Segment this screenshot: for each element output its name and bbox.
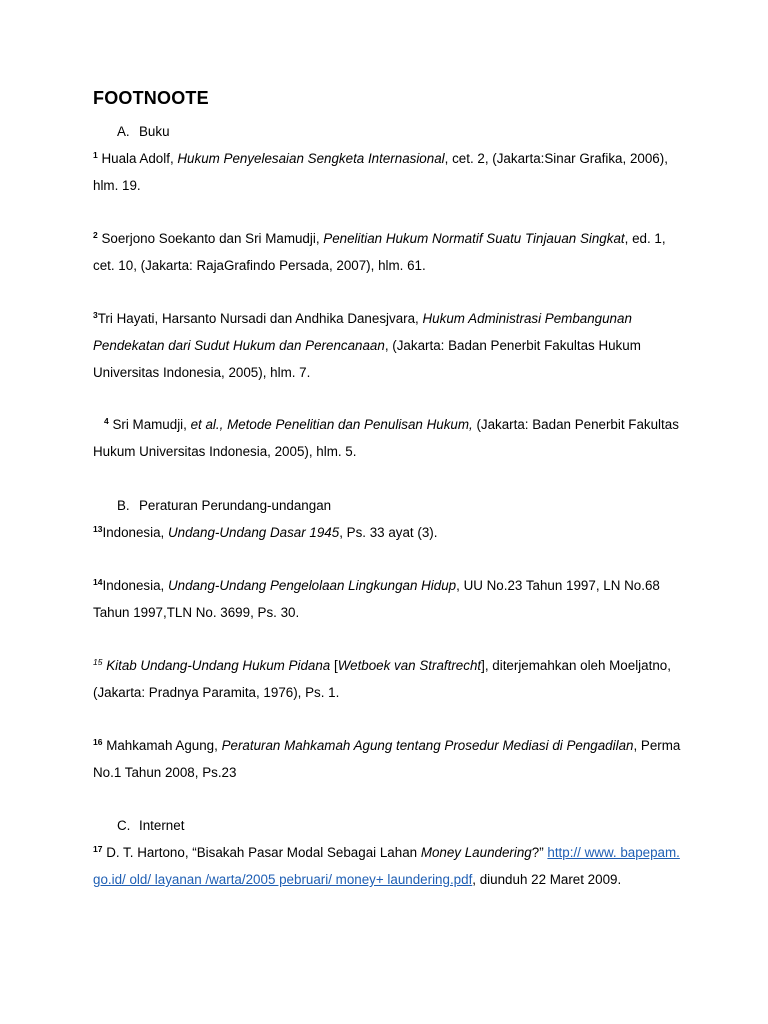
footnote-text: , cet. 2, (Jakarta:Sinar Grafika, 2006), hlm. 19.: [93, 151, 668, 193]
footnote-16: [93, 732, 683, 786]
footnote-number: 13: [93, 524, 103, 534]
footnote-text: Mahkamah Agung,: [102, 738, 222, 753]
footnote-text: D. T. Hartono, “Bisakah Pasar Modal Sebagai Lahan: [102, 845, 421, 860]
footnote-title: Undang-Undang Dasar 1945: [167, 525, 340, 540]
footnote-number: 3: [93, 310, 98, 320]
footnote-title: Wetboek van Straftrecht: [337, 658, 482, 673]
footnote-text: ], diterjemahkan oleh Moeljatno, (Jakarta: Pradnya Paramita, 1976), Ps. 1.: [93, 658, 671, 700]
footnote-text: , ed. 1, cet. 10, (Jakarta: RajaGrafindo Persada, 2007), hlm. 61.: [93, 231, 666, 273]
footnote-text: , Perma No.1 Tahun 2008, Ps.23: [93, 738, 681, 780]
footnote-title: Undang-Undang Pengelolaan Lingkungan Hidup: [167, 578, 457, 593]
section-label: Peraturan Perundang-undangan: [139, 498, 332, 513]
section-letter: B.: [117, 498, 130, 513]
footnote-title: Hukum Penyelesaian Sengketa Internasional: [177, 151, 445, 166]
footnote-text: Huala Adolf,: [97, 151, 178, 166]
footnote-text: , diunduh 22 Maret 2009.: [472, 872, 622, 887]
footnote-title: Money Laundering: [420, 845, 532, 860]
footnote-13: [93, 519, 683, 546]
footnote-2: [93, 225, 683, 279]
footnote-15: [93, 652, 683, 706]
footnote-title: et al., Metode Penelitian dan Penulisan Hukum,: [190, 417, 473, 432]
footnote-1: [93, 145, 683, 199]
footnote-title: Kitab Undang-Undang Hukum Pidana: [102, 658, 331, 673]
section-label: Internet: [139, 818, 185, 833]
section-heading-b: [117, 492, 331, 519]
footnote-text: Soerjono Soekanto dan Sri Mamudji,: [97, 231, 324, 246]
footnote-text: ?”: [531, 845, 548, 860]
footnote-text: Indonesia,: [102, 578, 168, 593]
footnote-number: 4: [104, 416, 109, 426]
section-heading-c: [117, 812, 184, 839]
footnote-text: Indonesia,: [102, 525, 168, 540]
footnote-text: Sri Mamudji,: [108, 417, 191, 432]
section-heading-a: [117, 118, 170, 145]
section-letter: C.: [117, 818, 131, 833]
footnote-text: [: [330, 658, 338, 673]
footnote-title: Hukum Administrasi Pembangunan Pendekatan dari Sudut Hukum dan Perencanaan: [93, 311, 632, 353]
footnote-number: 17: [93, 844, 103, 854]
footnote-text: , (Jakarta: Badan Penerbit Fakultas Hukum Universitas Indonesia, 2005), hlm. 7.: [93, 338, 641, 380]
footnote-number: 14: [93, 577, 103, 587]
section-letter: A.: [117, 124, 130, 139]
footnote-text: , Ps. 33 ayat (3).: [339, 525, 438, 540]
footnote-number: 16: [93, 737, 103, 747]
footnote-text: Tri Hayati, Harsanto Nursadi dan Andhika Danesjvara,: [97, 311, 423, 326]
footnote-text: (Jakarta: Badan Penerbit Fakultas Hukum Universitas Indonesia, 2005), hlm. 5.: [93, 417, 679, 459]
document-title: FOOTNOOTE: [93, 88, 209, 108]
footnote-number: 2: [93, 230, 98, 240]
footnote-title: Peraturan Mahkamah Agung tentang Prosedur Mediasi di Pengadilan: [221, 738, 634, 753]
footnote-3: [93, 305, 683, 386]
footnote-17: [93, 839, 683, 893]
footnote-title: Penelitian Hukum Normatif Suatu Tinjauan Singkat: [323, 231, 625, 246]
footnote-text: , UU No.23 Tahun 1997, LN No.68 Tahun 1997,TLN No. 3699, Ps. 30.: [93, 578, 660, 620]
footnote-14: [93, 572, 683, 626]
source-link[interactable]: http:// www. bapepam. go.id/ old/ layanan /warta/2005 pebruari/ money+ laundering.pdf: [93, 845, 680, 887]
footnote-number: 15: [93, 657, 103, 667]
section-label: Buku: [139, 124, 170, 139]
footnote-number: 1: [93, 150, 98, 160]
footnote-4: [93, 411, 683, 465]
